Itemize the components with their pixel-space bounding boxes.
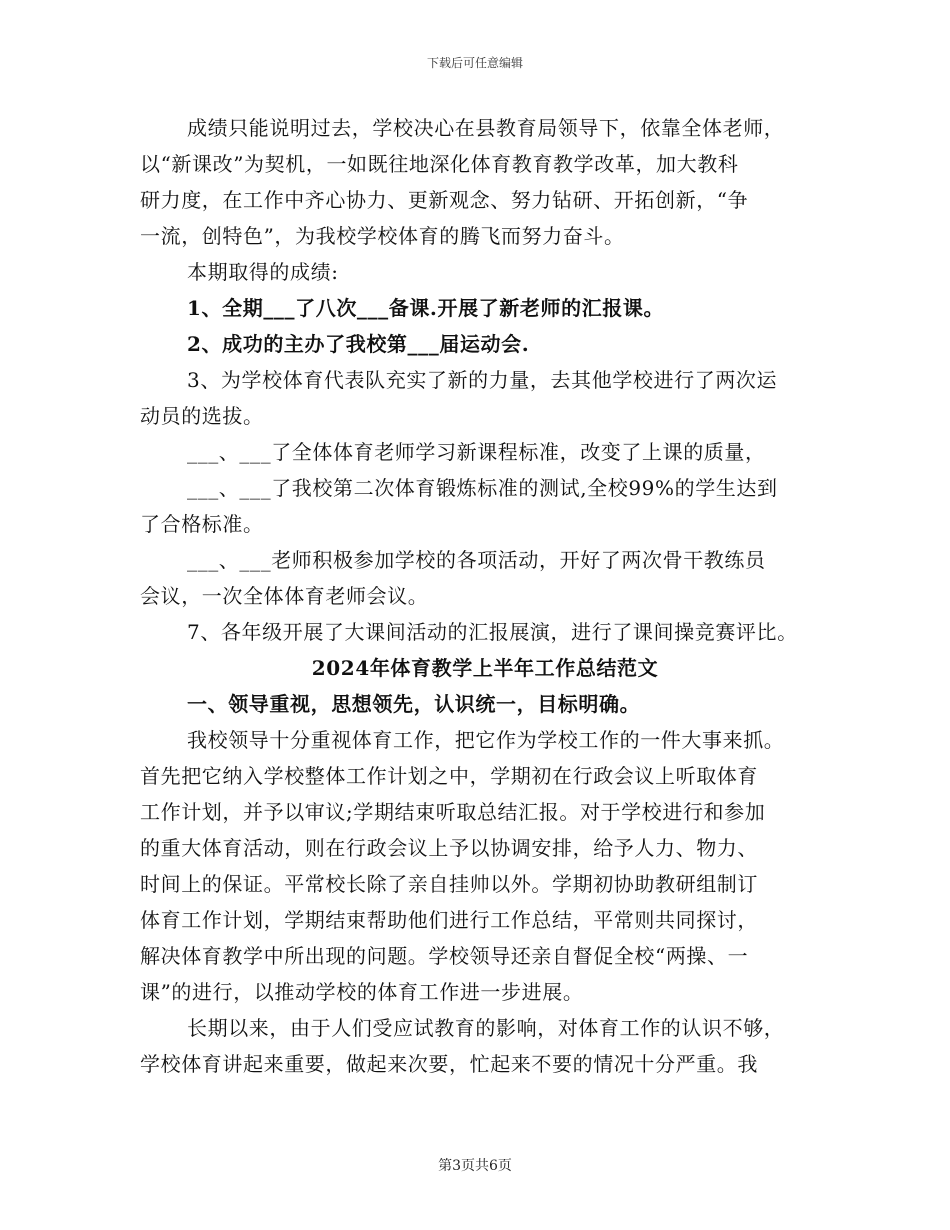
page-indicator: 第3页共6页 (438, 1158, 512, 1174)
paragraph-line: 的重大体育活动，则在行政会议上予以协调安排，给予人力、物力、 (140, 836, 758, 860)
document-body (140, 110, 830, 1082)
section-heading: 一、领导重视，思想领先，认识统一，目标明确。 (187, 692, 641, 716)
paragraph-line: 成绩只能说明过去，学校决心在县教育局领导下，依靠全体老师， (187, 116, 785, 140)
achievement-item-6: ___、___老师积极参加学校的各项活动，开好了两次骨干教练员 (187, 548, 766, 572)
paragraph-line: 我校领导十分重视体育工作，把它作为学校工作的一件大事来抓。 (187, 728, 785, 752)
achievement-item-3: 3、为学校体育代表队充实了新的力量，去其他学校进行了两次运 (187, 368, 778, 392)
section-label: 本期取得的成绩: (187, 260, 339, 284)
paragraph-line: 时间上的保证。平常校长除了亲自挂帅以外。学期初协助教研组制订 (140, 872, 758, 896)
achievement-item-7: 7、各年级开展了大课间活动的汇报展演，进行了课间操竞赛评比。 (187, 620, 798, 644)
achievement-item-5: ___、___了我校第二次体育锻炼标准的测试,全校99%的学生达到 (187, 476, 778, 500)
paragraph-line: 工作计划，并予以审议;学期结束听取总结汇报。对于学校进行和参加 (140, 800, 766, 824)
paragraph-line: 会议，一次全体体育老师会议。 (140, 584, 429, 608)
paragraph-line: 一流，创特色”，为我校学校体育的腾飞而努力奋斗。 (140, 224, 625, 248)
achievement-item-4: ___、___了全体体育老师学习新课程标准，改变了上课的质量， (187, 440, 766, 464)
achievement-item-2: 2、成功的主办了我校第___届运动会. (187, 332, 530, 356)
paragraph-line: 首先把它纳入学校整体工作计划之中，学期初在行政会议上听取体育 (140, 764, 758, 788)
paragraph-line: 了合格标准。 (140, 512, 264, 536)
page-header-note: 下载后可任意编辑 (426, 56, 523, 70)
paragraph-line: 课”的进行，以推动学校的体育工作进一步进展。 (140, 980, 584, 1004)
paragraph-line: 以“新课改”为契机，一如既往地深化体育教育教学改革，加大教科 (140, 152, 739, 176)
paragraph-line: 动员的选拔。 (140, 404, 264, 428)
paragraph-line: 解决体育教学中所出现的问题。学校领导还亲自督促全校“两操、一 (140, 944, 749, 968)
paragraph-line: 研力度，在工作中齐心协力、更新观念、努力钻研、开拓创新，“争 (140, 188, 749, 212)
paragraph-line: 长期以来，由于人们受应试教育的影响，对体育工作的认识不够， (187, 1016, 785, 1040)
paragraph-line: 体育工作计划，学期结束帮助他们进行工作总结，平常则共同探讨， (140, 908, 758, 932)
paragraph-line: 学校体育讲起来重要，做起来次要，忙起来不要的情况十分严重。我 (140, 1052, 758, 1076)
achievement-item-1: 1、全期___了八次___备课.开展了新老师的汇报课。 (187, 296, 665, 320)
document-title: 2024年体育教学上半年工作总结范文 (311, 656, 659, 680)
